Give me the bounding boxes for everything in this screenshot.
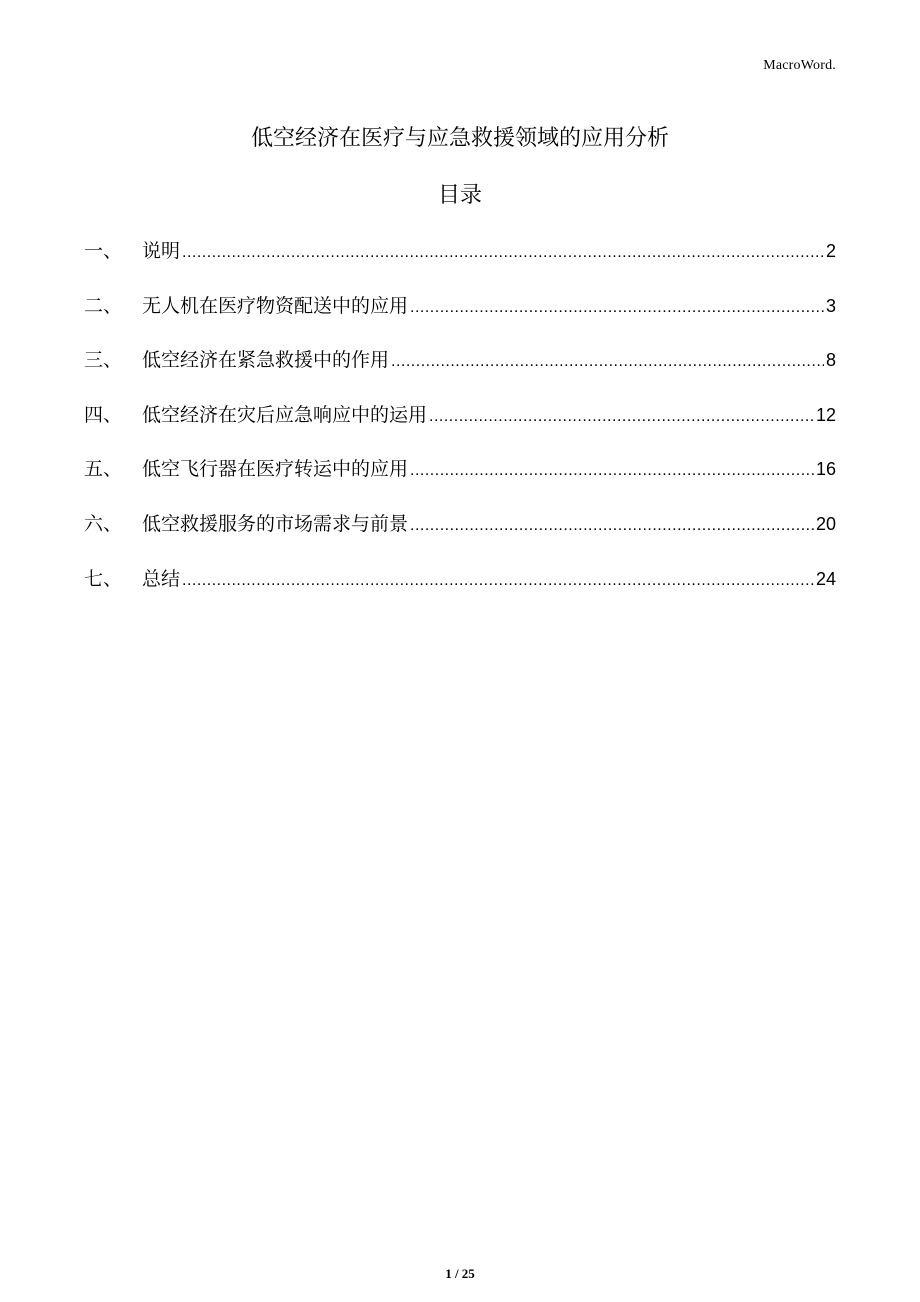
table-of-contents [84,236,836,618]
toc-entry[interactable] [84,564,836,619]
toc-entry-label: 无人机在医疗物资配送中的应用 [142,294,409,317]
toc-heading: 目录 [437,183,482,208]
toc-entry-page: 16 [815,459,836,480]
toc-entry[interactable] [84,291,836,346]
toc-entry-page: 2 [825,241,836,261]
toc-entry-label: 低空经济在灾后应急响应中的运用 [142,403,428,426]
toc-entry-number: 六、 [84,512,123,535]
toc-entry-label: 低空经济在紧急救援中的作用 [142,349,390,372]
toc-entry-page: 20 [815,513,836,534]
toc-entry[interactable] [84,345,836,400]
toc-dot-leader [410,462,814,480]
toc-dot-leader [410,517,814,535]
toc-entry-page: 8 [825,350,836,371]
toc-entry-label: 低空飞行器在医疗转运中的应用 [142,458,409,481]
header-brand: MacroWord. [763,58,836,73]
toc-entry-page: 3 [825,295,836,316]
page-number-footer: 1 / 25 [445,1266,475,1281]
toc-entry-number: 三、 [84,349,123,372]
toc-entry-number: 二、 [84,294,123,317]
toc-entry[interactable] [84,400,836,455]
toc-entry-label: 总结 [142,567,181,590]
toc-entry-page: 12 [815,404,836,425]
toc-dot-leader [182,572,814,590]
toc-dot-leader [429,408,814,426]
toc-entry-number: 一、 [84,240,123,262]
toc-entry-number: 四、 [84,403,123,426]
toc-entry[interactable] [84,509,836,564]
toc-entry-label: 说明 [142,240,181,262]
toc-dot-leader [410,299,824,317]
toc-dot-leader [391,353,824,371]
toc-entry-number: 七、 [84,567,123,590]
toc-entry[interactable] [84,454,836,509]
toc-entry-page: 24 [815,568,836,589]
toc-entry-label: 低空救援服务的市场需求与前景 [142,512,409,535]
toc-entry[interactable] [84,236,836,291]
document-title: 低空经济在医疗与应急救援领域的应用分析 [250,126,669,151]
toc-dot-leader [182,244,824,262]
toc-entry-number: 五、 [84,458,123,481]
